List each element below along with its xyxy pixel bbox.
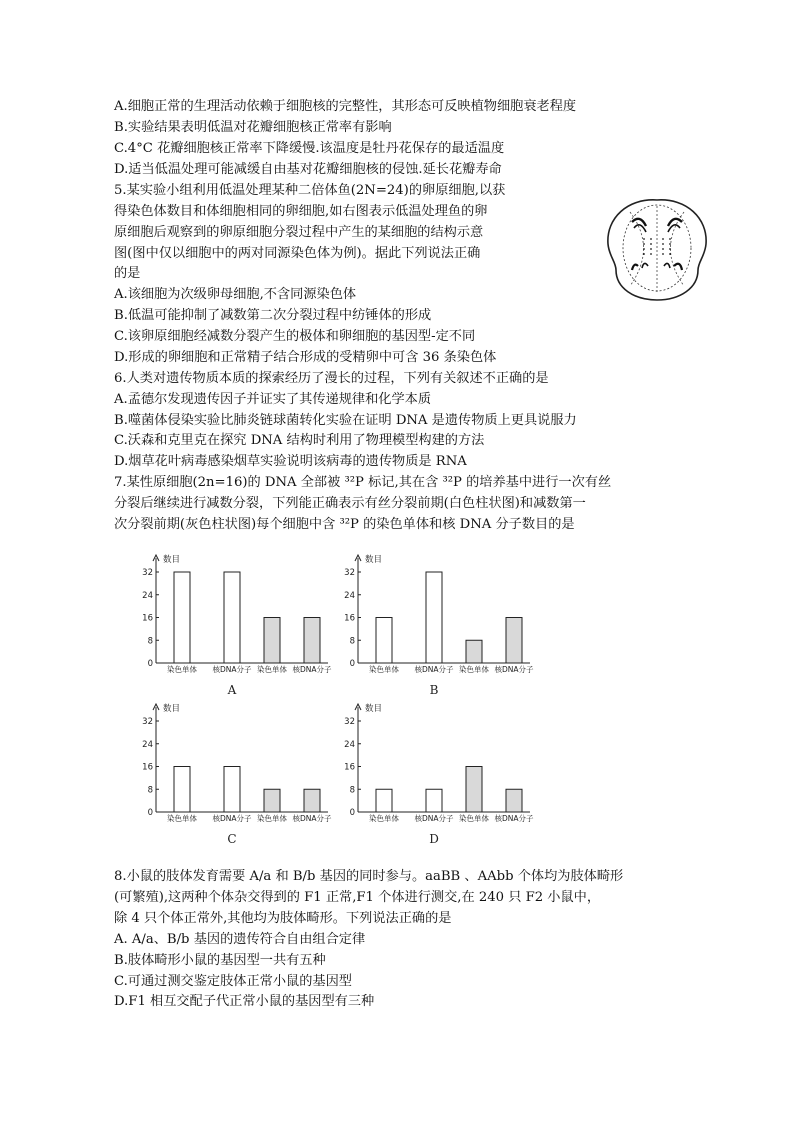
y-tick-label: 16 [344,613,355,624]
y-axis-label: 数目 [163,555,181,565]
bar [304,789,320,812]
bar [304,618,320,664]
q6-stem: 6.人类对遗传物质本质的探索经历了漫长的过程，下列有关叙述不正确的是 [114,371,549,386]
q5-stem-line-2: 得染色体数目和体细胞相同的卵细胞,如右图表示低温处理鱼的卵 [114,204,488,219]
y-tick-label: 0 [147,808,153,818]
chart-label: B [429,683,439,697]
q5-option-d: D.形成的卵细胞和正常精子结合形成的受精卵中可含 36 条染色体 [114,350,497,365]
category-label: 染色单体 [167,814,197,823]
category-label: 染色单体 [369,665,399,674]
y-tick-label: 24 [142,739,153,750]
category-label: 核DNA分子 [494,665,534,674]
bar [174,572,190,663]
bar [376,789,392,812]
y-tick-label: 8 [349,785,355,796]
y-tick-label: 0 [349,808,355,818]
bar [506,789,522,812]
bar [506,618,522,664]
bar [466,767,482,813]
bar [376,618,392,664]
y-tick-label: 8 [349,636,355,647]
category-label: 核DNA分子 [414,814,454,823]
category-label: 染色单体 [257,665,287,674]
category-label: 染色单体 [459,814,489,823]
category-label: 染色单体 [459,665,489,674]
q8-stem-line-1: 8.小鼠的肢体发育需要 A/a 和 B/b 基因的同时参与。aaBB 、AAbb 个体均为肢体畸形 [114,869,624,884]
y-tick-label: 16 [142,762,153,773]
q8-option-d: D.F1 相互交配子代正常小鼠的基因型有三种 [114,994,375,1009]
y-tick-label: 24 [142,590,153,601]
y-tick-label: 32 [142,568,153,578]
q8-option-a: A. A/a、B/b 基因的遗传符合自由组合定律 [114,932,366,947]
category-label: 核DNA分子 [292,814,332,823]
bar [264,789,280,812]
y-tick-label: 24 [344,590,355,601]
y-tick-label: 8 [147,636,153,647]
cell-division-diagram [604,196,710,302]
q5-stem-line-1: 5.某实验小组利用低温处理某种二倍体鱼(2N=24)的卵原细胞,以获 [114,183,506,198]
chart-d [342,699,532,853]
q6-option-c: C.沃森和克里克在探究 DNA 结构时利用了物理模型构建的方法 [114,433,485,448]
chart-label: D [429,832,439,846]
bar [426,572,442,663]
category-label: 核DNA分子 [212,665,252,674]
q7-stem-line-3: 次分裂前期(灰色柱状图)每个细胞中含 ³²P 的染色单体和核 DNA 分子数目的是 [114,517,575,532]
category-label: 核DNA分子 [212,814,252,823]
category-label: 核DNA分子 [494,814,534,823]
q8-option-c: C.可通过测交鉴定肢体正常小鼠的基因型 [114,974,352,989]
chart-a [140,550,330,704]
q4-option-a: A.细胞正常的生理活动依赖于细胞核的完整性，其形态可反映植物细胞衰老程度 [114,99,577,114]
category-label: 染色单体 [167,665,197,674]
bar [224,572,240,663]
chart-label: C [227,832,237,846]
bar [264,618,280,664]
q6-option-a: A.孟德尔发现遗传因子并证实了其传递规律和化学本质 [114,392,432,407]
q8-stem-line-2: (可繁殖),这两种个体杂交得到的 F1 正常,F1 个体进行测交,在 240 只 F2 小鼠中， [114,890,601,905]
q5-option-a: A.该细胞为次级卵母细胞,不含同源染色体 [114,287,357,302]
y-tick-label: 16 [142,613,153,624]
q5-stem-line-4: 图(图中仅以细胞中的两对同源染色体为例)。据此下列说法正确 [114,246,481,261]
q6-option-b: B.噬菌体侵染实验比肺炎链球菌转化实验在证明 DNA 是遗传物质上更具说服力 [114,413,577,428]
y-tick-label: 32 [142,717,153,727]
y-tick-label: 16 [344,762,355,773]
y-tick-label: 32 [344,568,355,578]
chart-c [140,699,330,853]
q7-stem-line-1: 7.某性原细胞(2n=16)的 DNA 全部被 ³²P 标记,其在含 ³²P 的培养基中进行一次有丝 [114,475,612,490]
y-tick-label: 0 [147,659,153,669]
q4-option-d: D.适当低温处理可能减缓自由基对花瓣细胞核的侵蚀.延长花瓣寿命 [114,162,502,177]
y-axis-label: 数目 [365,704,383,714]
chart-label: A [227,683,237,697]
q5-option-b: B.低温可能抑制了减数第二次分裂过程中纺锤体的形成 [114,308,432,323]
category-label: 核DNA分子 [414,665,454,674]
y-axis-label: 数目 [365,555,383,565]
q6-option-d: D.烟草花叶病毒感染烟草实验说明该病毒的遗传物质是 RNA [114,454,467,469]
q7-stem-line-2: 分裂后继续进行减数分裂，下列能正确表示有丝分裂前期(白色柱状图)和减数第一 [114,496,586,511]
category-label: 染色单体 [369,814,399,823]
q5-stem-line-5: 的是 [114,266,141,281]
chart-b [342,550,532,704]
q4-option-b: B.实验结果表明低温对花瓣细胞核正常率有影响 [114,120,392,135]
bar [174,767,190,813]
category-label: 染色单体 [257,814,287,823]
q8-option-b: B.肢体畸形小鼠的基因型一共有五种 [114,953,326,968]
q8-stem-line-3: 除 4 只个体正常外,其他均为肢体畸形。下列说法正确的是 [114,911,452,926]
category-label: 核DNA分子 [292,665,332,674]
y-axis-label: 数目 [163,704,181,714]
bar [426,789,442,812]
q5-option-c: C.该卵原细胞经减数分裂产生的极体和卵细胞的基因型-定不同 [114,329,476,344]
y-tick-label: 24 [344,739,355,750]
y-tick-label: 0 [349,659,355,669]
y-tick-label: 32 [344,717,355,727]
q5-stem-line-3: 原细胞后观察到的卵原细胞分裂过程中产生的某细胞的结构示意 [114,225,484,240]
y-tick-label: 8 [147,785,153,796]
bar [224,767,240,813]
bar [466,640,482,663]
q4-option-c: C.4°C 花瓣细胞核正常率下降缓慢.该温度是牡丹花保存的最适温度 [114,141,505,156]
